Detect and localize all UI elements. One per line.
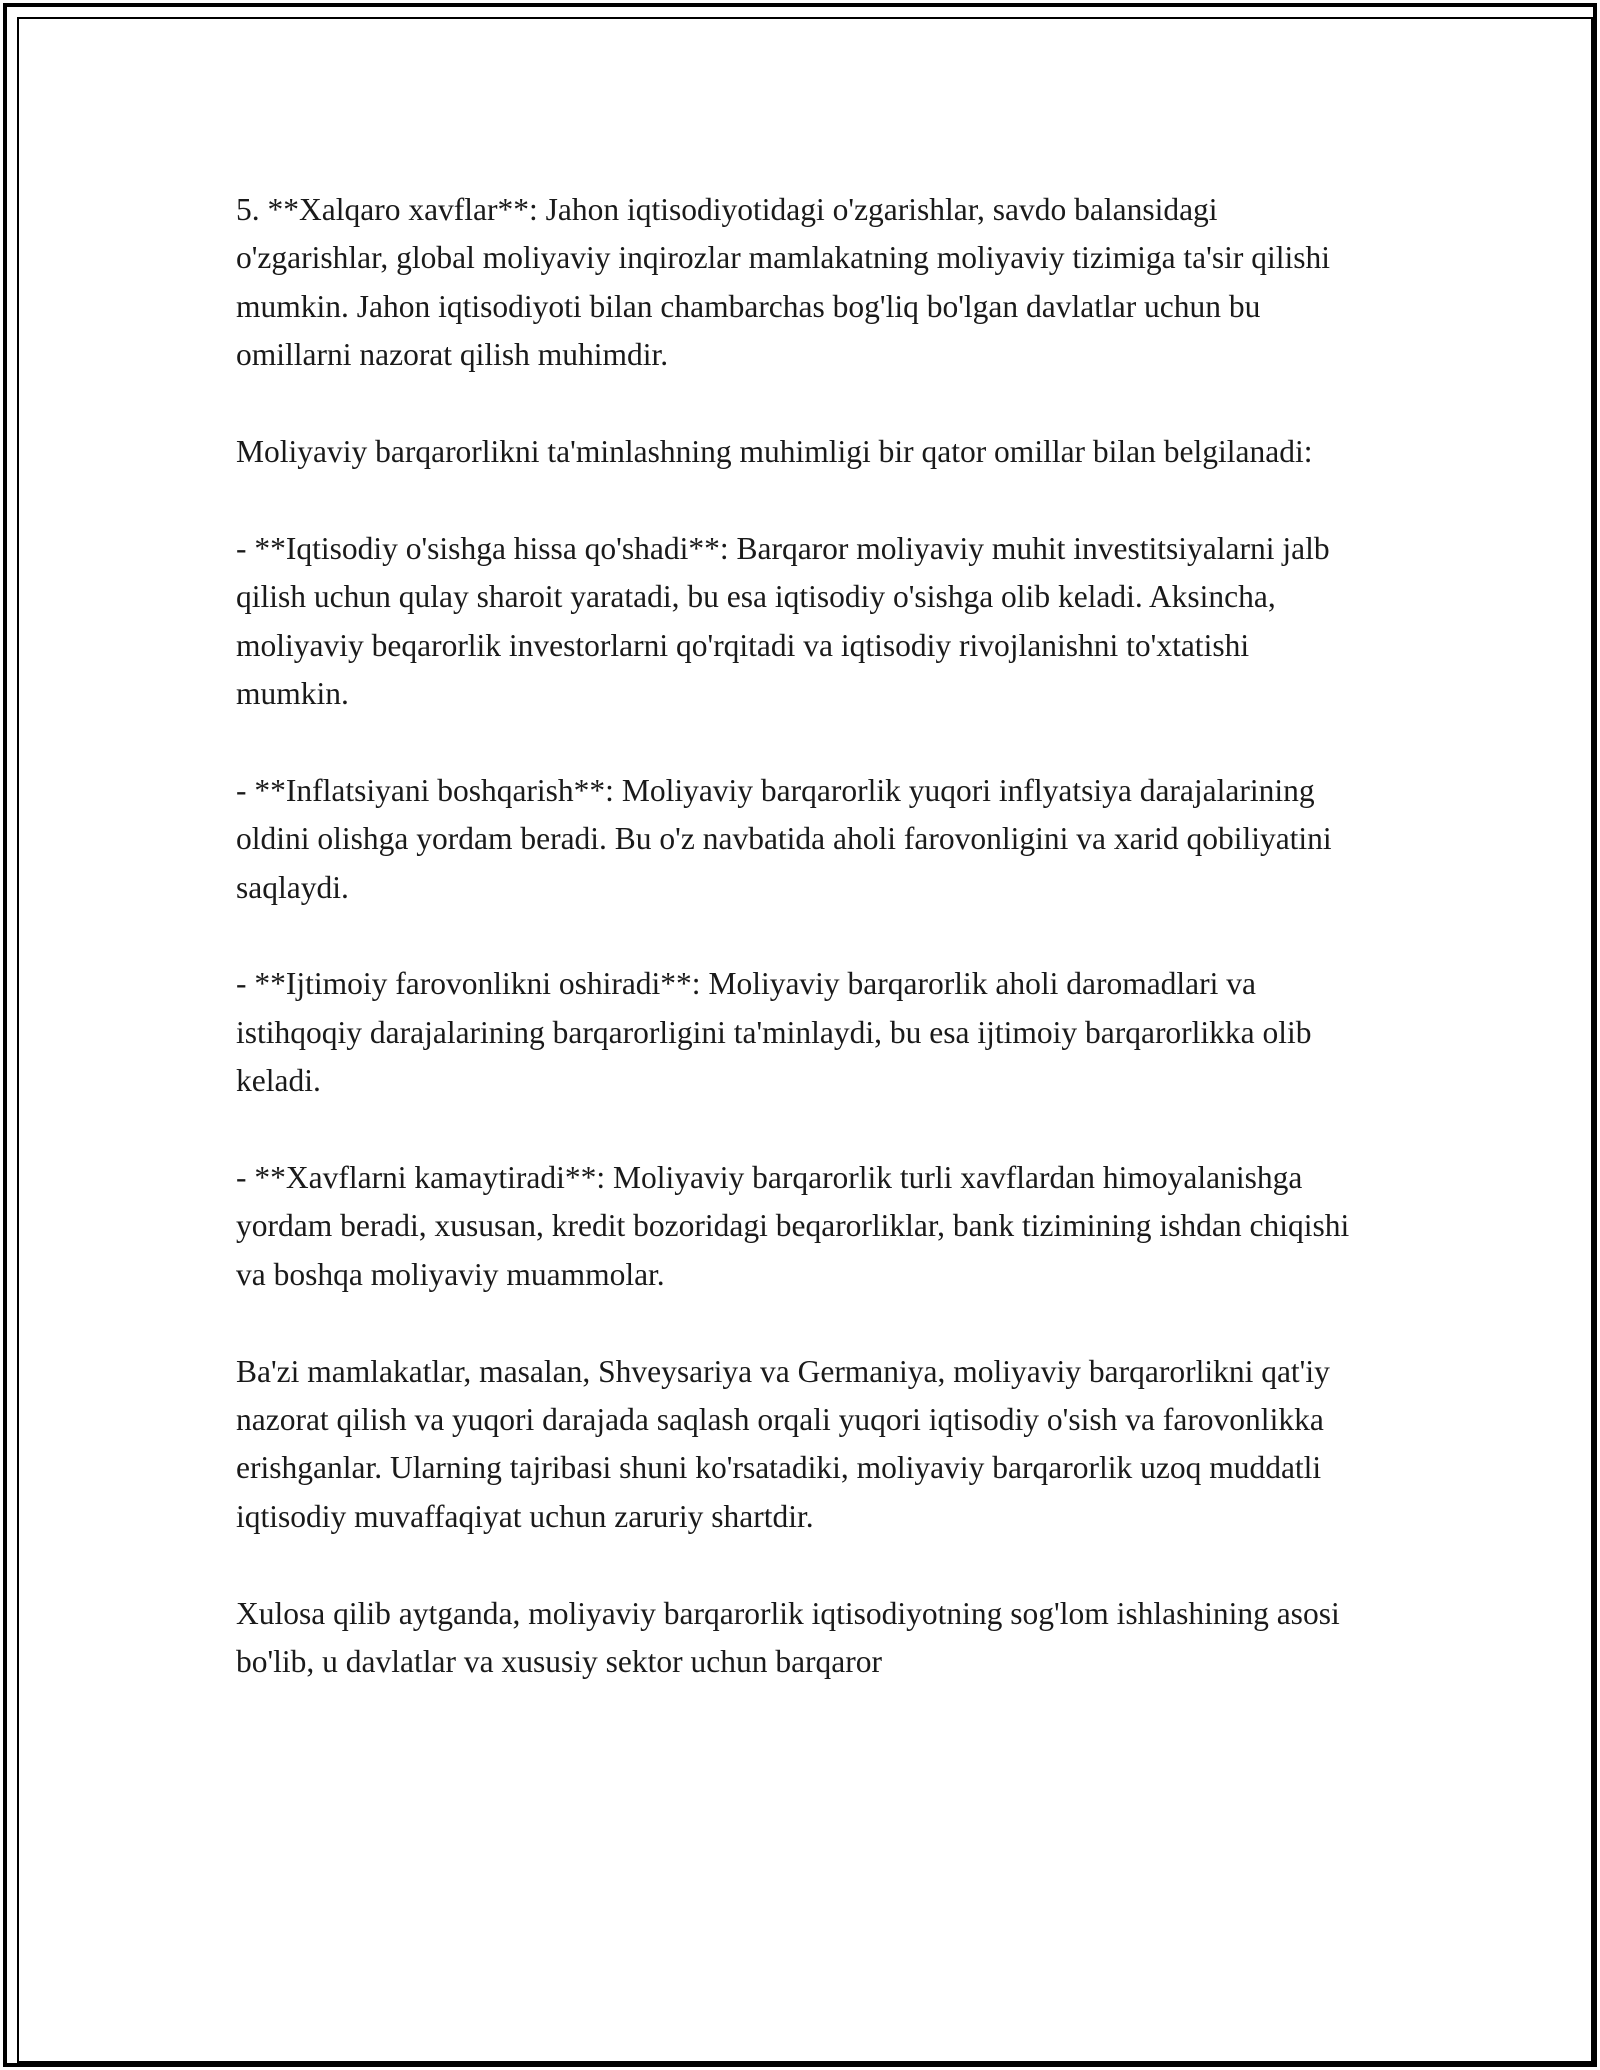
list-item-inflation-control: - **Inflatsiyani boshqarish**: Moliyaviy barqarorlik yuqori inflyatsiya darajalarining oldini olishga yordam beradi. Bu o'z navbatida aholi farovonligini va xarid qobiliyatini saqlaydi. [236, 772, 1332, 905]
paragraph-country-examples: Ba'zi mamlakatlar, masalan, Shveysariya va Germaniya, moliyaviy barqarorlikni qat'iy nazorat qilish va yuqori darajada saqlash orqali yuqori iqtisodiy o'sish va farovonlikka erishganlar. Ularning tajribasi shuni ko'rsatadiki, moliyaviy barqarorlik uzoq muddatli iqtisodiy muvaffaqiyat uchun zaruriy shartdir. [236, 1353, 1330, 1534]
document-body [236, 186, 1356, 1686]
list-item-risk-reduction: - **Xavflarni kamaytiradi**: Moliyaviy barqarorlik turli xavflardan himoyalanishga yordam beradi, xususan, kredit bozoridagi beqarorliklar, bank tizimining ishdan chiqishi va boshqa moliyaviy muammolar. [236, 1160, 1350, 1292]
list-item-social-welfare: - **Ijtimoiy farovonlikni oshiradi**: Moliyaviy barqarorlik aholi daromadlari va istihqoqiy darajalarining barqarorligini ta'minlaydi, bu esa ijtimoiy barqarorlikka olib keladi. [236, 966, 1312, 1099]
paragraph-conclusion: Xulosa qilib aytganda, moliyaviy barqarorlik iqtisodiyotning sog'lom ishlashining asosi bo'lib, u davlatlar va xususiy sektor uchun barqaror [236, 1595, 1340, 1680]
paragraph-international-risks: 5. **Xalqaro xavflar**: Jahon iqtisodiyotidagi o'zgarishlar, savdo balansidagi o'zgarishlar, global moliyaviy inqirozlar mamlakatning moliyaviy tizimiga ta'sir qilishi mumkin. Jahon iqtisodiyoti bilan chambarchas bog'liq bo'lgan davlatlar uchun bu omillarni nazorat qilish muhimdir. [236, 192, 1330, 373]
list-item-economic-growth: - **Iqtisodiy o'sishga hissa qo'shadi**: Barqaror moliyaviy muhit investitsiyalarni jalb qilish uchun qulay sharoit yaratadi, bu esa iqtisodiy o'sishga olib keladi. Aksincha, moliyaviy beqarorlik investorlarni qo'rqitadi va iqtisodiy rivojlanishni to'xtatishi mumkin. [236, 530, 1330, 712]
paragraph-importance-intro: Moliyaviy barqarorlikni ta'minlashning muhimligi bir qator omillar bilan belgilanadi: [236, 434, 1313, 470]
